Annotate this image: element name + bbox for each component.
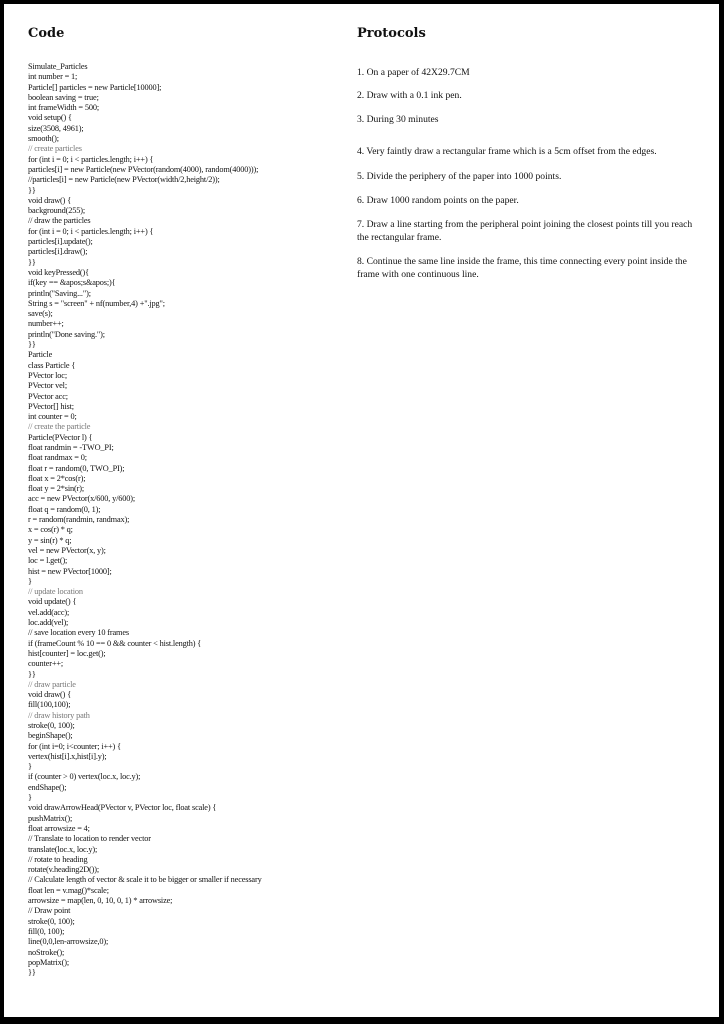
code-line: fill(100,100);: [28, 700, 71, 710]
code-line: // draw the particles: [28, 216, 91, 226]
code-line: if (frameCount % 10 == 0 && counter < hist.length) {: [28, 638, 202, 648]
code-comment-line: // update location: [28, 587, 83, 597]
code-line: hist = new PVector[1000];: [28, 566, 112, 576]
code-line: background(255);: [28, 206, 86, 216]
code-line: }}: [28, 340, 36, 350]
code-line: float r = random(0, TWO_PI);: [28, 463, 125, 473]
code-line: number++;: [28, 319, 64, 329]
code-line: println("Done saving.");: [28, 329, 105, 339]
code-line: float q = random(0, 1);: [28, 504, 101, 514]
code-line: for (int i = 0; i < particles.length; i++) {: [28, 154, 154, 164]
protocol-step: 4. Very faintly draw a rectangular frame which is a 5cm offset from the edges.: [357, 146, 657, 158]
code-line: float y = 2*sin(r);: [28, 484, 84, 494]
code-line: float len = v.mag()*scale;: [28, 885, 109, 895]
code-line: particles[i].update();: [28, 237, 93, 247]
code-line: float x = 2*cos(r);: [28, 473, 86, 483]
code-line: line(0,0,len-arrowsize,0);: [28, 937, 109, 947]
code-line: translate(loc.x, loc.y);: [28, 844, 98, 854]
code-comment-line: // create particles: [28, 144, 82, 154]
code-line: // Translate to location to render vector: [28, 834, 151, 844]
code-line: int counter = 0;: [28, 412, 77, 422]
code-line: acc = new PVector(x/600, y/600);: [28, 494, 136, 504]
code-line: }}: [28, 185, 36, 195]
code-line: endShape();: [28, 782, 67, 792]
code-line: class Particle {: [28, 360, 76, 370]
code-line: PVector[] hist;: [28, 401, 74, 411]
code-line: Particle[] particles = new Particle[10000];: [28, 82, 162, 92]
code-comment-line: // draw history path: [28, 710, 90, 720]
protocols-heading: Protocols: [357, 26, 426, 41]
code-line: loc.add(vel);: [28, 618, 69, 628]
code-line: }: [28, 793, 32, 803]
protocol-step: 6. Draw 1000 random points on the paper.: [357, 195, 519, 207]
code-line: arrowsize = map(len, 0, 10, 0, 1) * arrowsize;: [28, 896, 173, 906]
document-page: [4, 4, 719, 1017]
protocol-step: 7. Draw a line starting from the peripheral point joining the closest points till you reach the rectangular frame.: [357, 219, 693, 243]
code-line: particles[i].draw();: [28, 247, 88, 257]
code-line: int frameWidth = 500;: [28, 103, 100, 113]
code-line: // Calculate length of vector & scale it to be bigger or smaller if necessary: [28, 875, 262, 885]
code-line: rotate(v.heading2D());: [28, 865, 100, 875]
code-line: void update() {: [28, 597, 77, 607]
code-line: PVector loc;: [28, 370, 67, 380]
code-line: void draw() {: [28, 690, 72, 700]
code-line: r = random(randmin, randmax);: [28, 515, 130, 525]
code-line: beginShape();: [28, 731, 73, 741]
code-line: // Draw point: [28, 906, 71, 916]
code-line: for (int i=0; i<counter; i++) {: [28, 741, 121, 751]
code-comment-line: // create the particle: [28, 422, 91, 432]
code-line: // save location every 10 frames: [28, 628, 129, 638]
code-line: float arrowsize = 4;: [28, 823, 90, 833]
code-line: PVector vel;: [28, 381, 67, 391]
code-line: }}: [28, 669, 36, 679]
code-line: smooth();: [28, 134, 59, 144]
code-line: loc = l.get();: [28, 556, 68, 566]
protocol-step: 3. During 30 minutes: [357, 113, 439, 125]
code-line: int number = 1;: [28, 72, 78, 82]
code-column: [28, 26, 348, 978]
code-line: for (int i = 0; i < particles.length; i++) {: [28, 226, 154, 236]
code-line: void keyPressed(){: [28, 267, 89, 277]
code-line: void draw() {: [28, 195, 72, 205]
code-line: popMatrix();: [28, 957, 70, 967]
protocol-step: 8. Continue the same line inside the frame, this time connecting every point inside the frame with one continuous line.: [357, 256, 687, 280]
code-line: //particles[i] = new Particle(new PVector(width/2,height/2));: [28, 175, 220, 185]
code-line: if (counter > 0) vertex(loc.x, loc.y);: [28, 772, 141, 782]
code-line: // rotate to heading: [28, 854, 88, 864]
code-line: PVector acc;: [28, 391, 68, 401]
code-heading: Code: [28, 26, 65, 41]
protocols-column: [357, 26, 697, 281]
code-listing: [28, 62, 348, 978]
code-line: if(key == &apos;s&apos;){: [28, 278, 116, 288]
code-line: vel.add(acc);: [28, 607, 70, 617]
code-line: particles[i] = new Particle(new PVector(random(4000), random(4000)));: [28, 164, 259, 174]
code-comment-line: // draw particle: [28, 679, 76, 689]
code-line: noStroke();: [28, 947, 65, 957]
code-line: save(s);: [28, 309, 53, 319]
code-line: void setup() {: [28, 113, 72, 123]
protocols-list: [357, 67, 697, 281]
code-line: counter++;: [28, 659, 64, 669]
code-line: Particle: [28, 350, 53, 360]
code-line: x = cos(r) * q;: [28, 525, 73, 535]
protocol-step: 2. Draw with a 0.1 ink pen.: [357, 90, 462, 102]
code-line: fill(0, 100);: [28, 926, 65, 936]
code-line: Simulate_Particles: [28, 62, 88, 71]
code-line: boolean saving = true;: [28, 92, 99, 102]
code-line: pushMatrix();: [28, 813, 73, 823]
code-line: float randmax = 0;: [28, 453, 87, 463]
code-line: String s = "screen" + nf(number,4) +".jpg";: [28, 298, 165, 308]
code-line: }: [28, 762, 32, 772]
code-line: Particle(PVector l) {: [28, 432, 93, 442]
code-line: void drawArrowHead(PVector v, PVector loc, float scale) {: [28, 803, 217, 813]
code-line: println("Saving...");: [28, 288, 91, 298]
code-line: vertex(hist[i].x,hist[i].y);: [28, 751, 107, 761]
code-line: hist[counter] = loc.get();: [28, 648, 106, 658]
code-line: }}: [28, 968, 36, 978]
code-line: y = sin(r) * q;: [28, 535, 72, 545]
code-line: stroke(0, 100);: [28, 721, 75, 730]
code-line: stroke(0, 100);: [28, 916, 75, 926]
code-line: size(3508, 4961);: [28, 123, 84, 133]
protocol-step: 5. Divide the periphery of the paper into 1000 points.: [357, 170, 562, 182]
code-line: }: [28, 576, 32, 586]
code-line: }}: [28, 257, 36, 267]
code-line: vel = new PVector(x, y);: [28, 545, 106, 555]
protocol-step: 1. On a paper of 42X29.7CM: [357, 67, 470, 78]
code-line: float randmin = -TWO_PI;: [28, 442, 114, 452]
